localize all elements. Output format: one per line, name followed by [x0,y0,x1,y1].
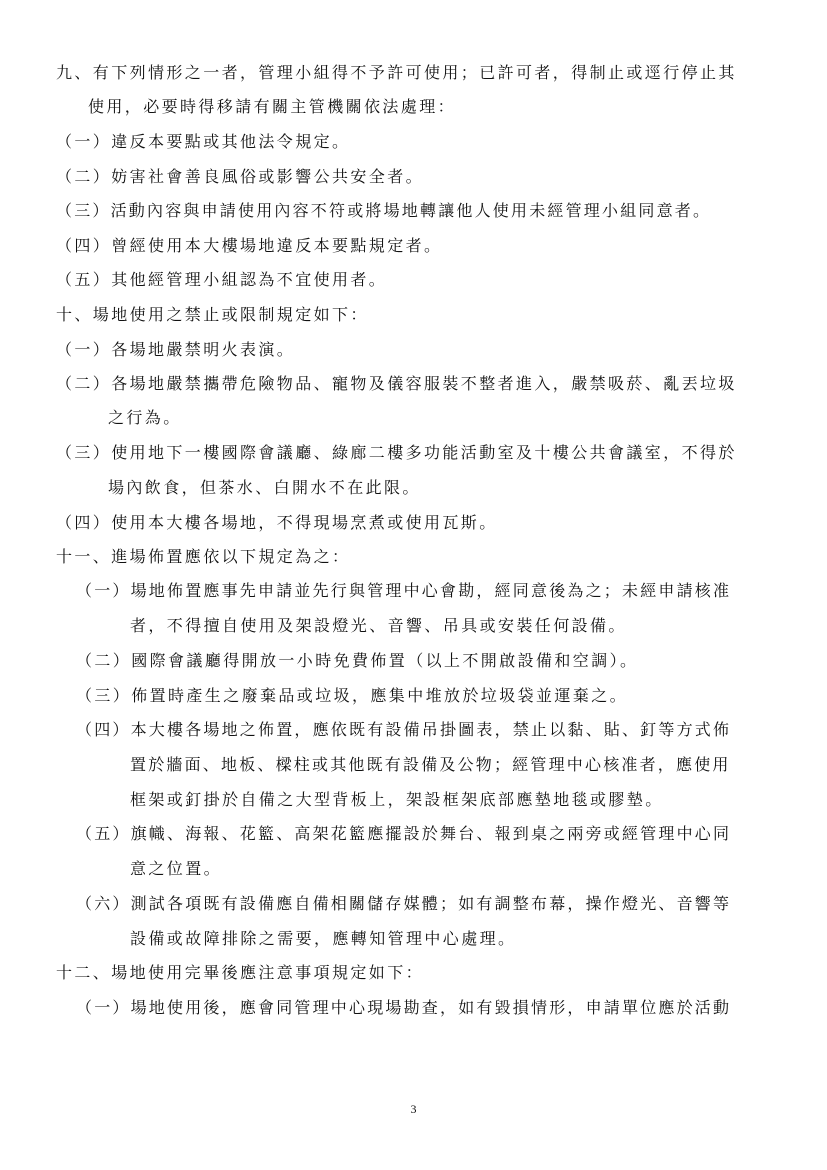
clause-10-item-2-line-1: （二）各場地嚴禁攜帶危險物品、寵物及儀容服裝不整者進入，嚴禁吸菸、亂丟垃圾 [56,374,737,393]
clause-11-item-1-line-1: （一）場地佈置應事先申請並先行與管理中心會勘，經同意後為之；未經申請核准 [76,581,732,600]
clause-9-item-2: （二）妨害社會善良風俗或影響公共安全者。 [56,167,425,186]
clause-9-line-2: 使用，必要時得移請有關主管機關依法處理： [88,97,457,116]
clause-10-heading: 十、場地使用之禁止或限制規定如下： [56,305,369,324]
clause-10-item-4: （四）使用本大樓各場地，不得現場烹煮或使用瓦斯。 [56,513,498,532]
clause-11-heading: 十一、進場佈置應依以下規定為之： [56,547,351,566]
clause-9-item-4: （四）曾經使用本大樓場地違反本要點規定者。 [56,236,443,255]
clause-10-item-3-line-1: （三）使用地下一樓國際會議廳、綠廊二樓多功能活動室及十樓公共會議室，不得於 [56,443,737,462]
clause-11-item-6-line-1: （六）測試各項既有設備應自備相關儲存媒體；如有調整布幕，操作燈光、音響等 [76,894,732,913]
clause-11-item-6-line-2: 設備或故障排除之需要，應轉知管理中心處理。 [130,929,517,948]
clause-9-item-3: （三）活動內容與申請使用內容不符或將場地轉讓他人使用未經管理小組同意者。 [56,201,712,220]
clause-10-item-2-line-2: 之行為。 [108,408,182,427]
clause-11-item-2: （二）國際會議廳得開放一小時免費佈置（以上不開啟設備和空調）。 [76,651,639,670]
clause-10-item-3-line-2: 場內飲食，但茶水、白開水不在此限。 [108,478,421,497]
clause-11-item-3: （三）佈置時產生之廢棄品或垃圾，應集中堆放於垃圾袋並運棄之。 [76,686,629,705]
clause-9-item-5: （五）其他經管理小組認為不宜使用者。 [56,270,388,289]
clause-10-item-1: （一）各場地嚴禁明火表演。 [56,340,296,359]
clause-11-item-4-line-1: （四）本大樓各場地之佈置，應依既有設備吊掛圖表，禁止以黏、貼、釘等方式佈 [76,720,732,739]
clause-9-item-1: （一）違反本要點或其他法令規定。 [56,132,351,151]
page-number: 3 [410,1102,417,1116]
clause-11-item-5-line-2: 意之位置。 [130,859,223,878]
clause-11-item-4-line-3: 框架或釘掛於自備之大型背板上，架設框架底部應墊地毯或膠墊。 [130,790,664,809]
clause-12-heading: 十二、場地使用完畢後應注意事項規定如下： [56,963,425,982]
clause-12-item-1-line-1: （一）場地使用後，應會同管理中心現場勘查，如有毀損情形，申請單位應於活動 [76,998,732,1017]
clause-11-item-5-line-1: （五）旗幟、海報、花籃、高架花籃應擺設於舞台、報到桌之兩旁或經管理中心同 [76,824,732,843]
clause-11-item-4-line-2: 置於牆面、地板、樑柱或其他既有設備及公物；經管理中心核准者，應使用 [130,755,731,774]
clause-9-line-1: 九、有下列情形之一者，管理小組得不予許可使用；已許可者，得制止或逕行停止其 [56,63,737,82]
clause-11-item-1-line-2: 者，不得擅自使用及架設燈光、音響、吊具或安裝任何設備。 [130,616,627,635]
